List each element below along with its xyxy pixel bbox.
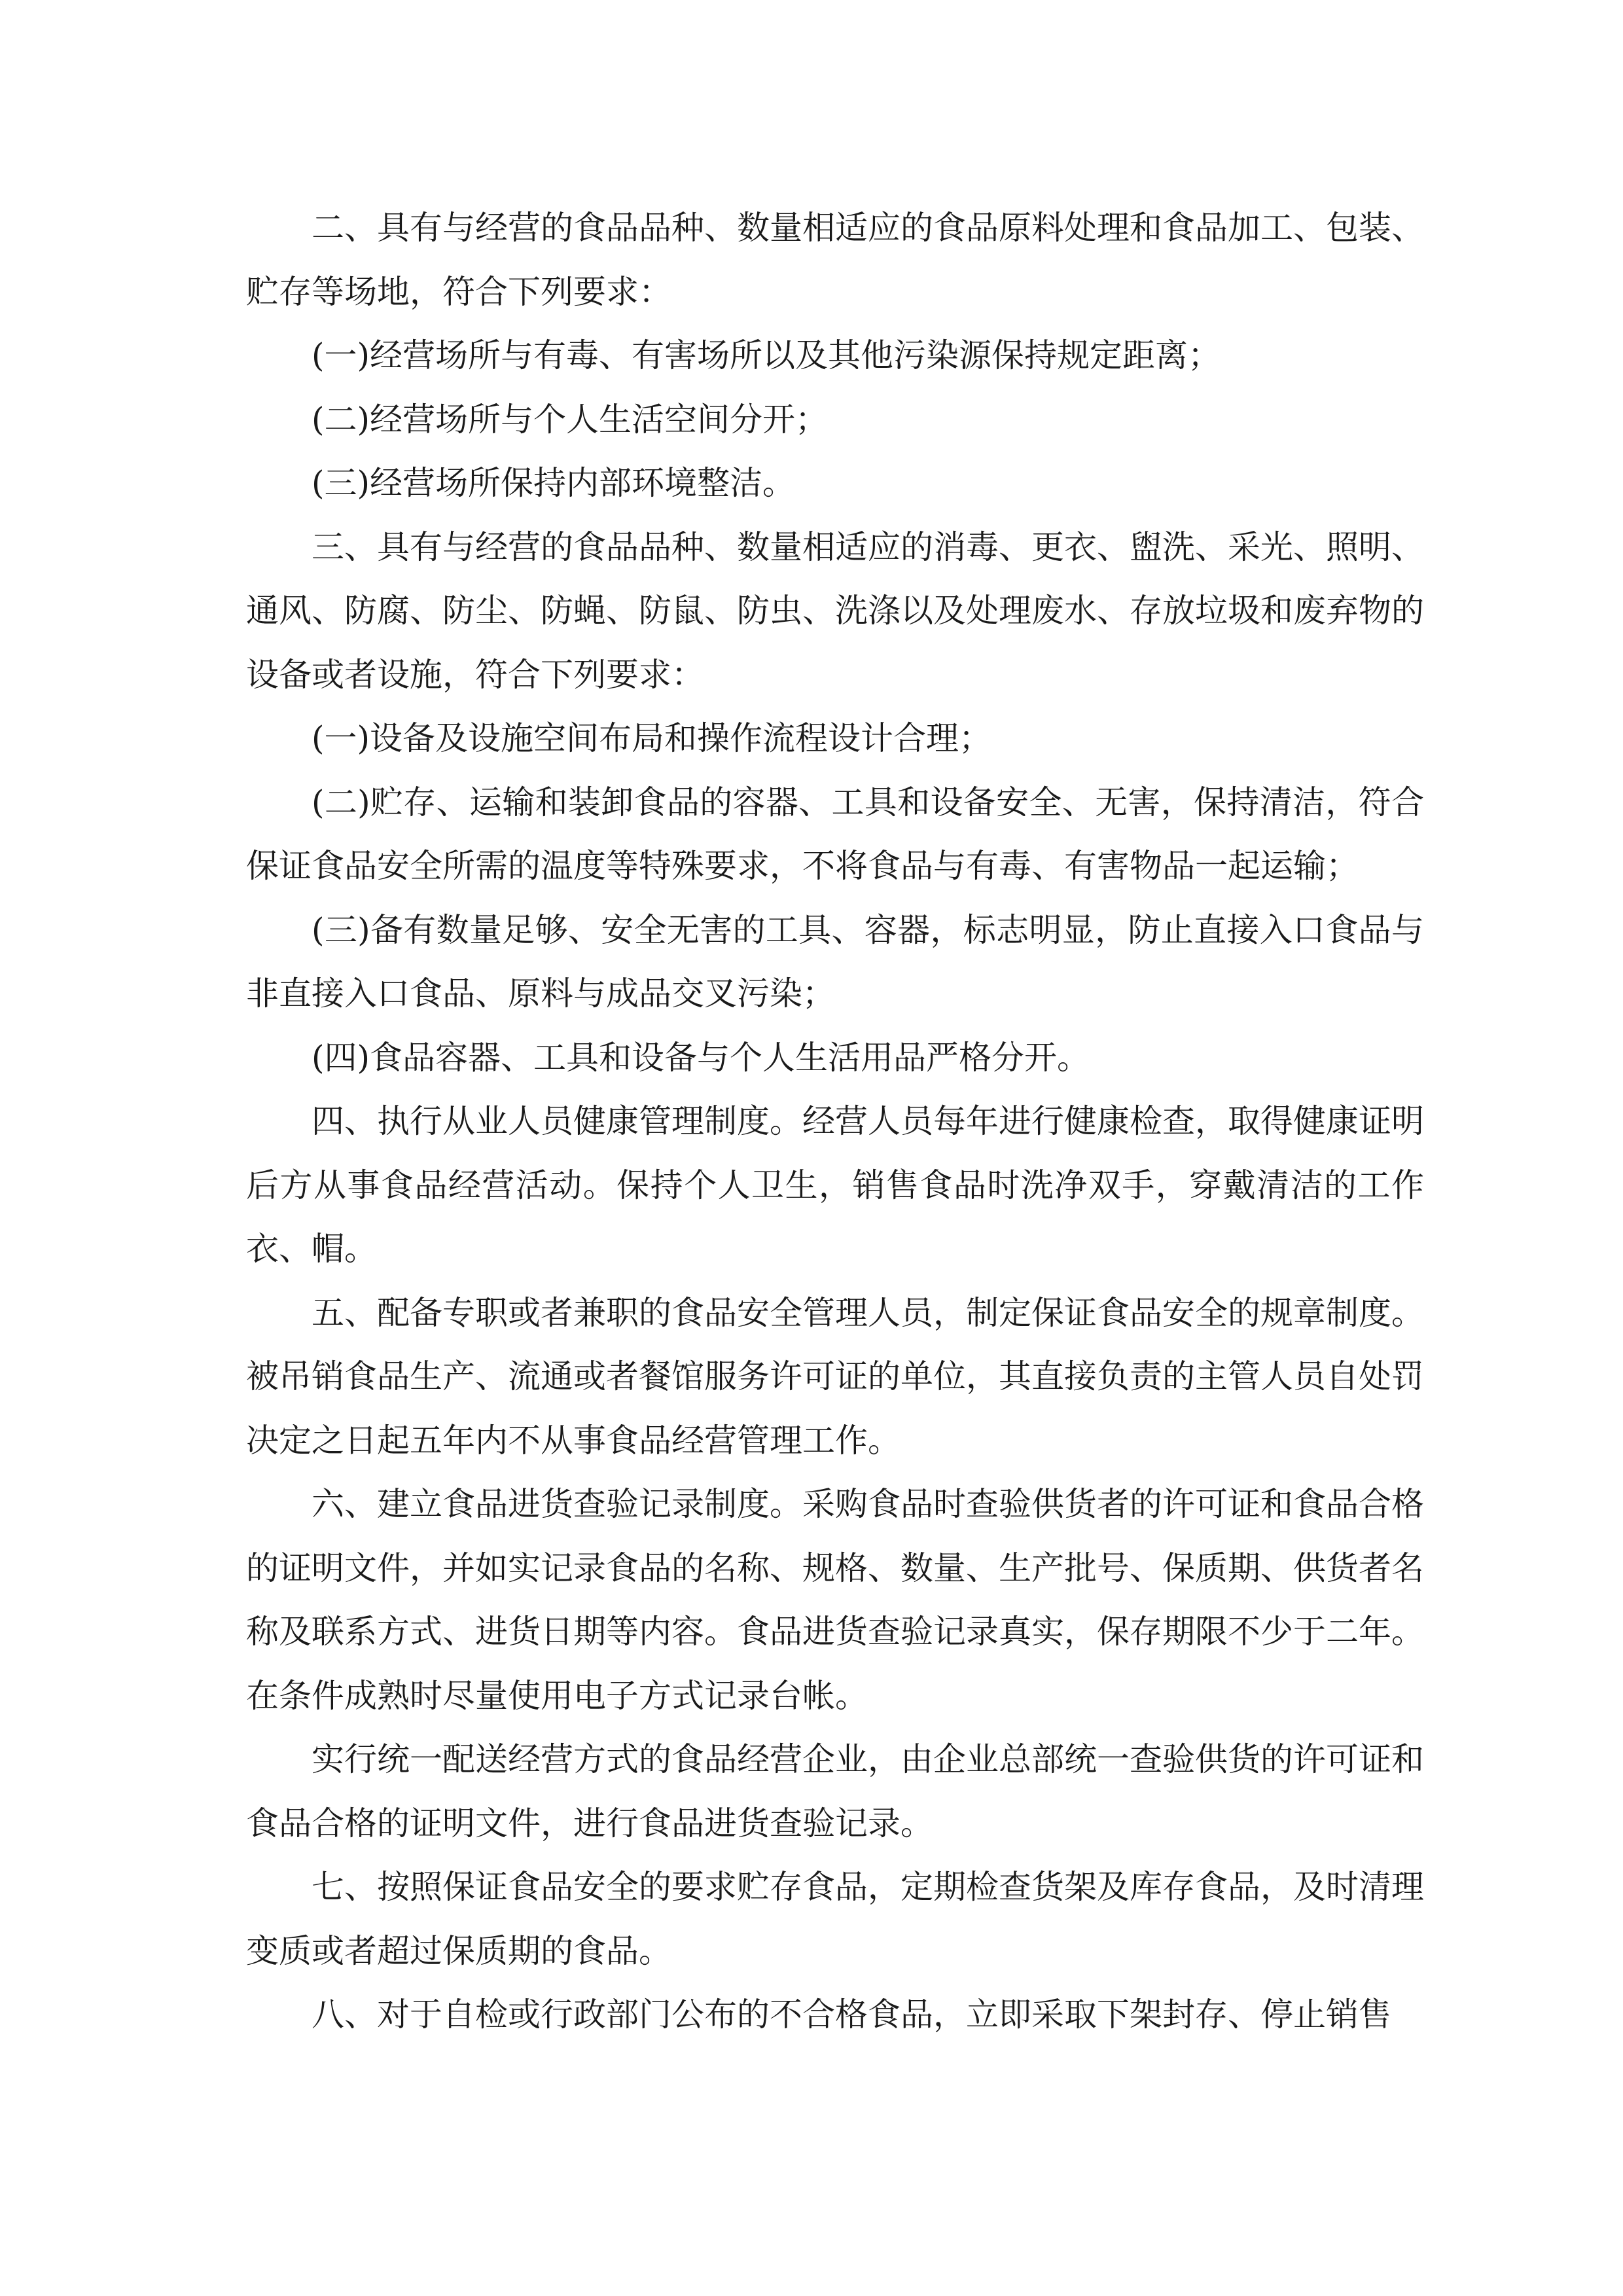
paragraph-subitem-clean: (三)经营场所保持内部环境整洁。 bbox=[312, 464, 796, 502]
paragraph-item-8-recall: 八、对于自检或行政部门公布的不合格食品，立即采取下架封存、停止销售 bbox=[312, 1996, 1391, 2034]
paragraph-item-3-facilities: 三、具有与经营的食品品种、数量相适应的消毒、更衣、盥洗、采光、照明、通风、防腐、防尘、防蝇、防鼠、防虫、洗涤以及处理废水、存放垃圾和废弃物的设备或者设施，符合下列要求： bbox=[246, 528, 1424, 694]
paragraph-item-7-storage: 七、按照保证食品安全的要求贮存食品，定期检查货架及库存食品，及时清理变质或者超过保质期的食品。 bbox=[246, 1868, 1424, 1970]
paragraph-item-6-records: 六、建立食品进货查验记录制度。采购食品时查验供货者的许可证和食品合格的证明文件，并如实记录食品的名称、规格、数量、生产批号、保质期、供货者名称及联系方式、进货日期等内容。食品进货查验记录真实，保存期限不少于二年。在条件成熟时尽量使用电子方式记录台帐。 bbox=[246, 1485, 1424, 1715]
paragraph-unified-delivery: 实行统一配送经营方式的食品经营企业，由企业总部统一查验供货的许可证和食品合格的证明文件，进行食品进货查验记录。 bbox=[246, 1740, 1424, 1842]
paragraph-subitem-distance: (一)经营场所与有毒、有害场所以及其他污染源保持规定距离； bbox=[312, 336, 1221, 374]
paragraph-subitem-separation: (二)经营场所与个人生活空间分开； bbox=[312, 400, 829, 439]
paragraph-item-5-management: 五、配备专职或者兼职的食品安全管理人员，制定保证食品安全的规章制度。被吊销食品生产、流通或者餐馆服务许可证的单位，其直接负责的主管人员自处罚决定之日起五年内不从事食品经营管理工作。 bbox=[246, 1293, 1424, 1460]
paragraph-subitem-containers: (四)食品容器、工具和设备与个人生活用品严格分开。 bbox=[312, 1038, 1090, 1077]
paragraph-item-4-health: 四、执行从业人员健康管理制度。经营人员每年进行健康检查，取得健康证明后方从事食品经营活动。保持个人卫生，销售食品时洗净双手，穿戴清洁的工作衣、帽。 bbox=[246, 1102, 1424, 1268]
paragraph-subitem-storage-transport: (二)贮存、运输和装卸食品的容器、工具和设备安全、无害，保持清洁，符合保证食品安全所需的温度等特殊要求，不将食品与有毒、有害物品一起运输； bbox=[246, 783, 1424, 885]
document-body bbox=[246, 196, 1424, 2047]
paragraph-item-2-venue: 二、具有与经营的食品品种、数量相适应的食品原料处理和食品加工、包装、贮存等场地，符合下列要求： bbox=[246, 209, 1424, 311]
paragraph-subitem-tools: (三)备有数量足够、安全无害的工具、容器，标志明显，防止直接入口食品与非直接入口食品、原料与成品交叉污染； bbox=[246, 910, 1424, 1013]
paragraph-subitem-layout: (一)设备及设施空间布局和操作流程设计合理； bbox=[312, 719, 992, 757]
